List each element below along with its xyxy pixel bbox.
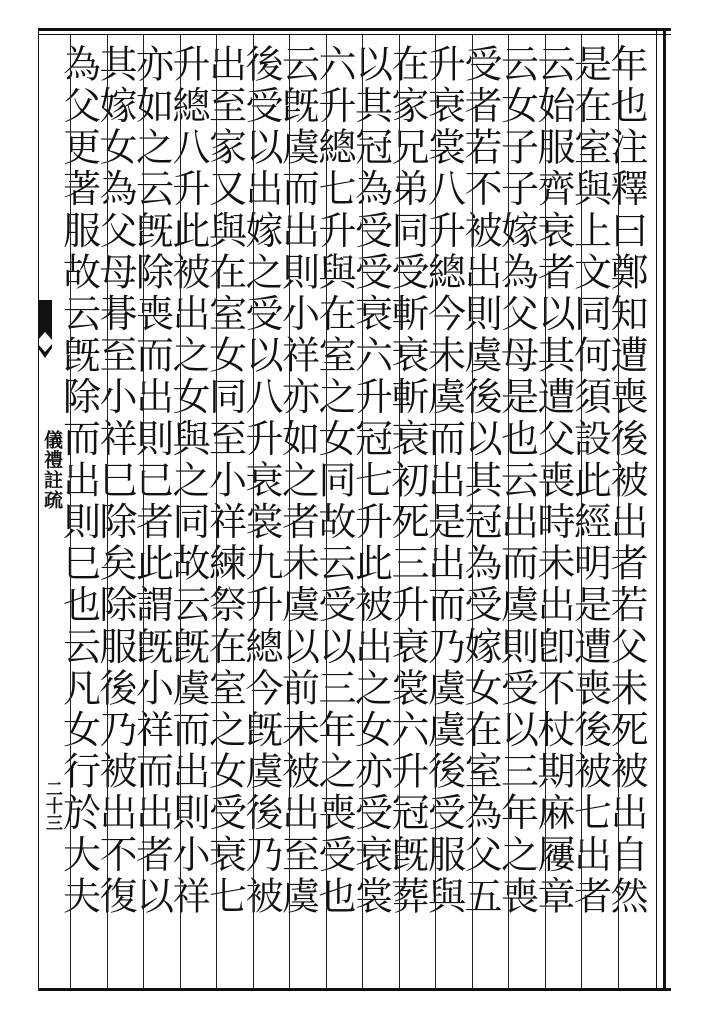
text-column: 以其冠為受受衰六升冠七升此被出之女亦受衰裳 [348,44,393,918]
text-column: 云旣虞而出則小祥亦如之者未虞以前未被出至虞 [275,44,320,918]
column-rule [216,34,217,988]
frame-top-inner-rule [38,34,671,35]
text-column: 升總八升此被出之女與之同故云旣虞而出則小祥 [166,44,210,918]
column-rule [107,34,108,988]
text-column: 出至家又與在室女同至小祥練祭在室之女受衰七 [202,44,247,918]
text-column: 後受以出嫁之受以八升衰裳九升總今旣虞後乃被 [239,44,283,918]
text-column: 為父更著服故云旣除而出則巳也云凡女行於大夫 [56,44,101,918]
column-rule [581,34,582,988]
frame-bottom-rule [38,988,671,991]
text-column: 年也注釋曰鄭知遭喪後被出者若父未死被出自然 [604,44,648,918]
column-rule [399,34,400,988]
frame-right-rule [663,28,666,991]
text-column: 升衰裳八升總今未虞而出是出而乃虞虞後受服與 [421,44,466,918]
column-rule [289,34,290,988]
frame-right-inner-rule [656,28,657,991]
text-column: 在家兄弟同受斬衰斬衰初死三升衰裳六升冠旣葬 [385,44,429,918]
column-rule [618,34,619,988]
column-rule [70,34,71,988]
text-column: 受者若不被出則虞後以其冠為受嫁女在室為父五 [458,44,502,918]
text-column: 云女子子嫁為父母是也云出而虞則受以三年之喪 [494,44,539,918]
column-rule [143,34,144,988]
text-column: 六升總七升與在室之女同故云受以三年之喪受也 [312,44,356,918]
column-rule [508,34,509,988]
frame-top-rule [38,28,671,31]
text-column: 是在室與上文同何須設此經明是遭喪後被七出者 [567,44,612,918]
column-rule [362,34,363,988]
margin-book-title: 儀禮註疏 [41,430,63,510]
column-rule [545,34,546,988]
text-column: 云始服齊衰者以其遭父喪時未出卽不杖期麻屨章 [531,44,575,918]
text-column: 亦如之云旣除喪而出則已者此謂旣小祥而出者以 [129,44,174,918]
frame-left-rule [38,28,39,991]
column-rule [435,34,436,988]
column-rule [253,34,254,988]
text-column: 其嫁女為父母朞至小祥巳除矣除服後乃被出不復 [93,44,137,918]
margin-page-number: 二十三 [42,780,62,831]
column-rule [326,34,327,988]
column-rule [180,34,181,988]
column-rule [472,34,473,988]
fishtail-mark-icon [38,300,52,360]
